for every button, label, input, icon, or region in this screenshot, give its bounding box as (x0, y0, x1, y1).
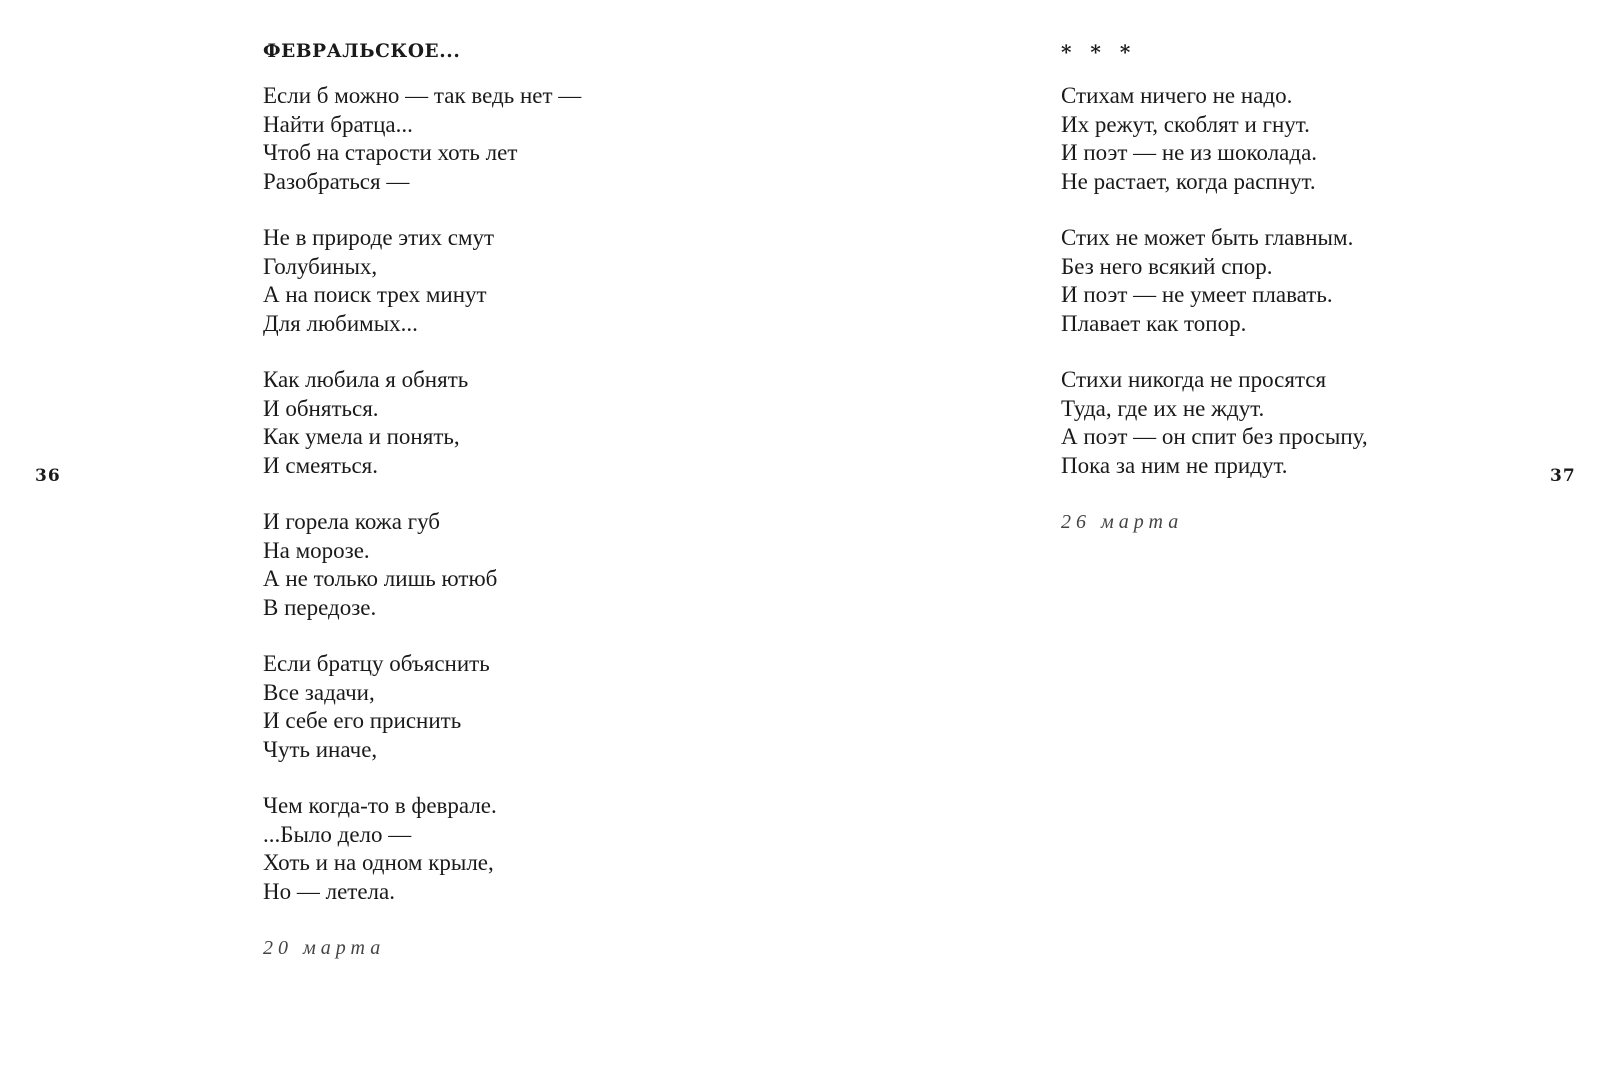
poem-february (263, 38, 581, 962)
poem-line: И обняться. (263, 395, 379, 421)
poem-line: Хоть и на одном крыле, (263, 850, 494, 875)
poem-untitled (1061, 38, 1368, 536)
poem-line: И поэт — не умеет плавать. (1061, 282, 1333, 307)
poem-line: Пока за ним не придут. (1061, 452, 1288, 478)
stanza (263, 366, 581, 480)
poem-line: Без него всякий спор. (1061, 253, 1273, 279)
poem-line: Стихи никогда не просятся (1061, 367, 1327, 392)
poem-line: А не только лишь ютюб (263, 566, 498, 591)
stanza (263, 508, 581, 622)
stanza (1061, 366, 1368, 480)
poem-title: ФЕВРАЛЬСКОЕ... (263, 41, 461, 62)
poem-line: На морозе. (263, 537, 370, 563)
poem-line: Не в природе этих смут (263, 225, 495, 250)
page-number-left: 36 (35, 466, 61, 486)
poem-line: Как умела и понять, (263, 424, 460, 449)
poem-line: И горела кожа губ (263, 509, 440, 534)
poem-line: Стихам ничего не надо. (1061, 83, 1293, 108)
poem-line: А поэт — он спит без просыпу, (1061, 424, 1368, 449)
poem-line: Все задачи, (263, 679, 375, 705)
stanza (1061, 82, 1368, 196)
poem-title-asterisks: * * * (1061, 40, 1137, 64)
poem-line: Но — летела. (263, 878, 395, 904)
poem-line: Не растает, когда распнут. (1061, 168, 1316, 194)
poem-line: Туда, где их не ждут. (1061, 395, 1265, 421)
stanza (263, 224, 581, 338)
poem-date: 20 марта (263, 937, 386, 959)
poem-line: Их режут, скоблят и гнут. (1061, 111, 1310, 137)
poem-line: Плавает как топор. (1061, 310, 1247, 336)
stanza (263, 650, 581, 764)
poem-line: Найти братца... (263, 111, 413, 137)
poem-line: Чем когда-то в феврале. (263, 793, 497, 818)
stanza (263, 82, 581, 196)
poem-line: И поэт — не из шоколада. (1061, 140, 1318, 165)
poem-line: Разобраться — (263, 168, 410, 194)
stanza (263, 792, 581, 906)
poem-line: И себе его приснить (263, 708, 462, 733)
poem-line: И смеяться. (263, 452, 378, 478)
poem-line: Если братцу объяснить (263, 651, 490, 676)
poem-line: Голубиных, (263, 253, 378, 279)
poem-line: Стих не может быть главным. (1061, 225, 1354, 250)
poem-line: Чтоб на старости хоть лет (263, 140, 518, 165)
page-number-right: 37 (1550, 466, 1576, 486)
poem-line: Как любила я обнять (263, 367, 469, 392)
poem-date: 26 марта (1061, 511, 1184, 533)
poem-line: А на поиск трех минут (263, 282, 487, 307)
poem-line: Если б можно — так ведь нет — (263, 83, 582, 108)
stanza (1061, 224, 1368, 338)
poem-line: Для любимых... (263, 310, 418, 336)
poem-line: В передозе. (263, 594, 377, 620)
poem-line: ...Было дело — (263, 821, 412, 847)
poem-line: Чуть иначе, (263, 736, 378, 762)
